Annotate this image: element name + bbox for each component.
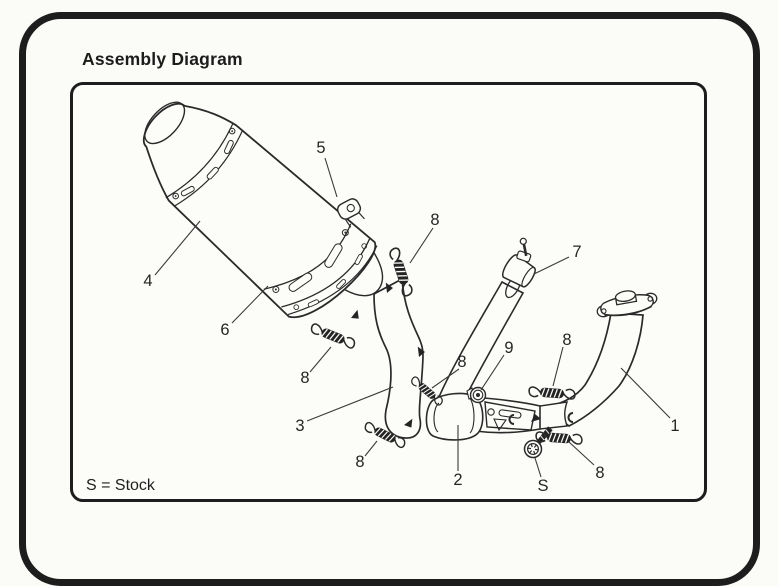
callout-label-part-8-lower-left: 8 [355, 453, 365, 471]
callout-label-part-s-stock-bolt: S [537, 477, 549, 495]
callout-leader-part-1 [621, 368, 670, 418]
callout-leader-part-8-lower-right [569, 442, 594, 465]
callout-label-part-7: 7 [572, 243, 582, 261]
callout-label-part-8-mid-right: 8 [562, 331, 572, 349]
callout-leader-part-8-left [310, 347, 331, 372]
callout-label-part-9: 9 [504, 339, 514, 357]
callout-label-part-3: 3 [295, 417, 305, 435]
callout-label-part-2: 2 [453, 471, 463, 489]
callout-leader-part-3 [307, 387, 393, 421]
callout-leader-part-s-stock-bolt [535, 458, 541, 477]
legend-stock-note: S = Stock [86, 477, 155, 494]
exhaust-assembly-illustration [73, 85, 704, 499]
callout-label-part-8-lower-right: 8 [595, 464, 605, 482]
page-title: Assembly Diagram [82, 49, 243, 69]
callout-leader-part-8-top [410, 228, 433, 263]
callout-label-part-8-junction: 8 [457, 353, 467, 371]
assembly-diagram-panel [70, 82, 707, 502]
callout-leader-part-8-lower-left [365, 441, 377, 456]
callout-leader-part-8-mid-right [553, 347, 563, 386]
callout-label-part-5: 5 [316, 139, 326, 157]
callout-leader-part-4 [155, 221, 200, 275]
tension-spring [310, 323, 356, 349]
callout-leader-part-7 [534, 257, 569, 274]
callout-leader-part-5 [325, 158, 337, 197]
muffler-silencer [116, 85, 400, 349]
head-pipe-flange [595, 286, 659, 320]
callout-leader-part-6 [232, 286, 268, 323]
callout-label-part-8-left: 8 [300, 369, 310, 387]
callout-label-part-4: 4 [143, 272, 153, 290]
callout-label-part-8-top: 8 [430, 211, 440, 229]
callout-label-part-6: 6 [220, 321, 230, 339]
callout-label-part-1: 1 [670, 417, 680, 435]
link-pipe [374, 279, 423, 438]
sleeve-joint [538, 402, 567, 429]
tension-spring [529, 387, 576, 400]
spring-anchor-mark [349, 310, 362, 322]
pipe-clamp [500, 237, 548, 290]
